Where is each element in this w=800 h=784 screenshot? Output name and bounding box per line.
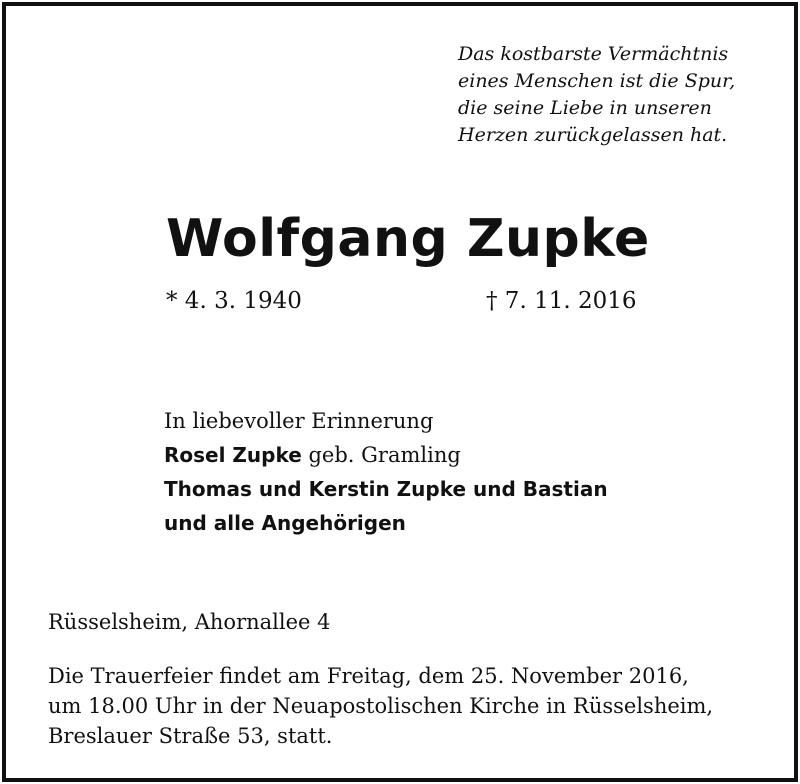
widow-maiden-name: geb. Gramling xyxy=(301,443,461,467)
mourner-line: Thomas und Kerstin Zupke und Bastian xyxy=(164,477,608,501)
funeral-service-info xyxy=(48,661,768,751)
mourner-line: und alle Angehörigen xyxy=(164,511,406,535)
death-date: † 7. 11. 2016 xyxy=(486,288,637,314)
family-address: Rüsselsheim, Ahornallee 4 xyxy=(48,610,331,634)
quote-line: eines Menschen ist die Spur, xyxy=(458,70,736,92)
mourners-block xyxy=(164,404,608,540)
widow-name: Rosel Zupke xyxy=(164,443,302,467)
service-line: um 18.00 Uhr in der Neuapostolischen Kirche in Rüsselsheim, xyxy=(48,694,714,718)
quote-line: Das kostbarste Vermächtnis xyxy=(458,43,729,65)
obituary-notice xyxy=(2,2,798,782)
memorial-quote xyxy=(458,41,778,149)
quote-line: die seine Liebe in unseren xyxy=(458,97,712,119)
quote-line: Herzen zurückgelassen hat. xyxy=(458,124,728,146)
deceased-name: Wolfgang Zupke xyxy=(166,209,650,269)
service-line: Breslauer Straße 53, statt. xyxy=(48,724,333,748)
service-line: Die Trauerfeier findet am Freitag, dem 25. November 2016, xyxy=(48,664,689,688)
mourner-line xyxy=(164,438,608,472)
birth-date: * 4. 3. 1940 xyxy=(166,288,302,314)
remembrance-intro: In liebevoller Erinnerung xyxy=(164,409,434,433)
